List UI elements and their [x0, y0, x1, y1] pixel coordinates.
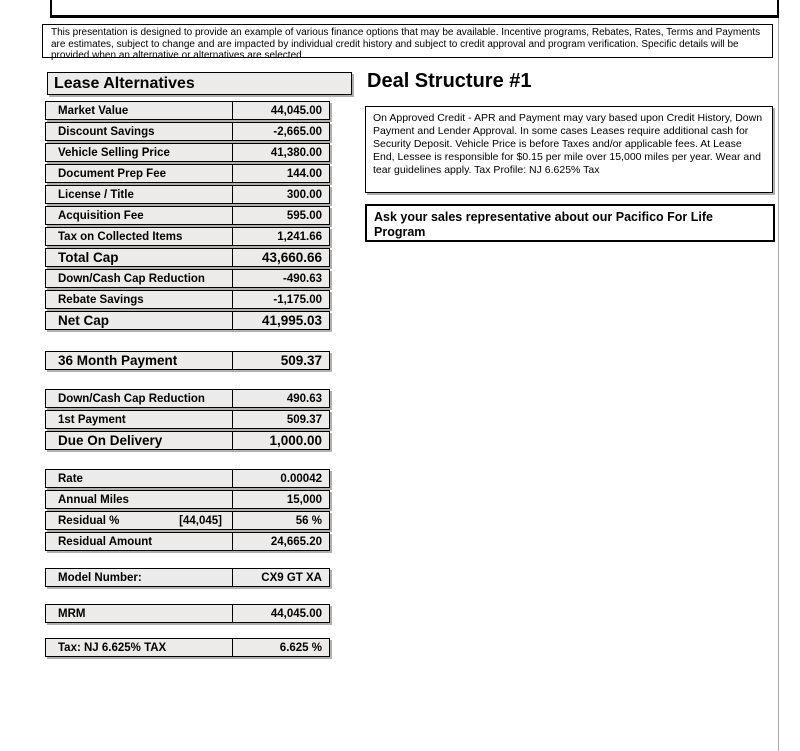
due-on-delivery-table [45, 389, 330, 452]
row-value: 300.00 [232, 186, 329, 203]
row-label: Down/Cash Cap Reduction [58, 272, 205, 285]
row-value: 56 % [232, 512, 329, 529]
model-number-table [45, 568, 330, 589]
row-label: Net Cap [58, 313, 110, 328]
row-value: 1,000.00 [232, 432, 329, 449]
row-value: -1,175.00 [232, 291, 329, 308]
row-value: 0.00042 [232, 470, 329, 487]
row-label: Residual % [58, 514, 120, 527]
row-value: 41,380.00 [232, 144, 329, 161]
payment-table [45, 351, 330, 372]
table-row [45, 389, 330, 408]
row-value: -490.63 [232, 270, 329, 287]
row-value: 509.37 [232, 411, 329, 428]
table-row [45, 269, 330, 288]
table-row [45, 410, 330, 429]
row-label: Tax: NJ 6.625% TAX [58, 641, 167, 654]
row-label: Total Cap [58, 250, 119, 265]
lease-alternatives-title: Lease Alternatives [54, 74, 195, 92]
promo-box [365, 204, 775, 242]
lease-alternatives-header [47, 72, 352, 95]
table-row [45, 311, 330, 330]
table-row [45, 206, 330, 225]
row-label: 1st Payment [58, 413, 126, 426]
row-label: Tax on Collected Items [58, 230, 183, 243]
row-value: CX9 GT XA [232, 569, 329, 586]
row-value: 44,045.00 [232, 102, 329, 119]
row-value: 1,241.66 [232, 228, 329, 245]
row-label: Annual Miles [58, 493, 129, 506]
tax-table [45, 638, 330, 659]
table-row [45, 469, 330, 488]
row-value: 43,660.66 [232, 249, 329, 266]
row-label: Rebate Savings [58, 293, 144, 306]
table-row [45, 227, 330, 246]
row-label: Market Value [58, 104, 129, 117]
row-label: License / Title [58, 188, 134, 201]
mrm-table [45, 604, 330, 625]
row-label: Discount Savings [58, 125, 155, 138]
table-row [45, 164, 330, 183]
table-row [45, 351, 330, 370]
row-value: 41,995.03 [232, 312, 329, 329]
disclaimer-box [42, 24, 773, 61]
row-value: 15,000 [232, 491, 329, 508]
row-value: 509.37 [232, 352, 329, 369]
table-row [45, 248, 330, 267]
row-label: Acquisition Fee [58, 209, 144, 222]
row-value: 595.00 [232, 207, 329, 224]
terms-box [365, 106, 773, 193]
page-right-edge [778, 0, 779, 751]
truncated-top-box [50, 0, 779, 18]
table-row [45, 638, 330, 657]
table-row [45, 568, 330, 587]
table-row [45, 431, 330, 450]
deal-structure-title: Deal Structure #1 [367, 70, 532, 92]
row-value: 24,665.20 [232, 533, 329, 550]
rate-residual-table [45, 469, 330, 553]
row-value: 144.00 [232, 165, 329, 182]
row-value: 490.63 [232, 390, 329, 407]
row-label: 36 Month Payment [58, 353, 178, 368]
table-row [45, 604, 330, 623]
table-row [45, 122, 330, 141]
terms-text: On Approved Credit - APR and Payment may vary based upon Credit History, Down Payment and Lender Approval. In some cases Leases require additional cash for Security Deposit. Vehicle Price is before Taxes and/or applicable fees. At Lease End, Lessee is responsible for $0.15 per mile over 15,000 miles per year. Wear and tear guidelines apply. Tax Profile: NJ 6.625% Tax [373, 112, 763, 176]
row-value: 44,045.00 [232, 605, 329, 622]
row-value: -2,665.00 [232, 123, 329, 140]
row-label: Rate [58, 472, 83, 485]
cap-table [45, 101, 330, 332]
row-label: Document Prep Fee [58, 167, 166, 180]
table-row [45, 101, 330, 120]
row-sublabel: [44,045] [179, 514, 222, 527]
row-value: 6.625 % [232, 639, 329, 656]
row-label: Vehicle Selling Price [58, 146, 170, 159]
promo-text: Ask your sales representative about our Pacifico For Life Program [374, 210, 713, 239]
row-label: MRM [58, 607, 86, 620]
table-row [45, 511, 330, 530]
row-label: Model Number: [58, 571, 142, 584]
table-row [45, 532, 330, 551]
table-row [45, 143, 330, 162]
table-row [45, 185, 330, 204]
row-label: Down/Cash Cap Reduction [58, 392, 205, 405]
table-row [45, 290, 330, 309]
row-label: Due On Delivery [58, 433, 163, 448]
table-row [45, 490, 330, 509]
disclaimer-text: This presentation is designed to provide an example of various finance options that may be available. Incentive programs, Rebates, Rates, Terms and Payments are estimates, subject to change and are impacted by individual credit history and subject to credit approval and program verification. Specific details will be provided when an alternative or alternatives are selected. [51, 27, 761, 61]
row-label: Residual Amount [58, 535, 153, 548]
